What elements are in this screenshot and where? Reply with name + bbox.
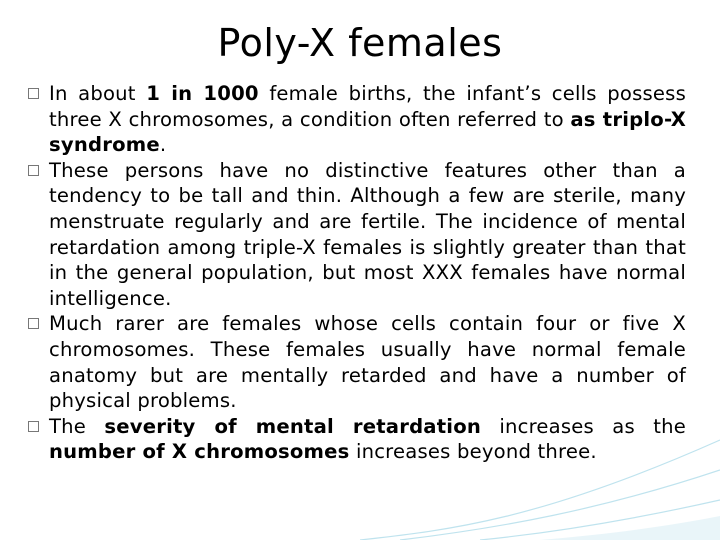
wave-line [480, 500, 720, 540]
square-bullet-icon [28, 318, 39, 329]
bullet-text-bold: number of X chromosomes [49, 440, 350, 464]
bullet-text-bold: 1 in 1000 [146, 82, 259, 105]
bullet-text: increases as the [481, 414, 686, 438]
bullet-text-bold: severity of mental retardation [104, 414, 482, 438]
bullet-text-bold: as triplo-X syndrome [49, 107, 686, 157]
bullet-text: Much rarer are females whose cells contain four or five X chromosomes. These females usually have normal female anatomy but are mentally retarded and have a number of physical problems. [49, 312, 686, 413]
bullet-text: increases beyond three. [349, 440, 597, 464]
wave-line [400, 470, 720, 540]
square-bullet-icon [28, 88, 39, 99]
bullet-text: . [159, 133, 167, 157]
wave-band [540, 516, 720, 540]
slide-title: Poly-X females [217, 21, 503, 65]
bullet-text: In about [49, 82, 147, 105]
square-bullet-icon [28, 165, 39, 176]
bullet-item [28, 81, 686, 158]
bullet-text: The [49, 414, 105, 438]
bullet-text: female births, the infant’s cells possess three X chromosomes, a condition often referred to [49, 82, 686, 131]
bullet-list [28, 81, 686, 465]
bullet-item [28, 311, 686, 413]
bullet-item [28, 158, 686, 312]
square-bullet-icon [28, 421, 39, 432]
bullet-text: These persons have no distinctive features other than a tendency to be tall and thin. Although a few are sterile, many menstruate regularly and are fertile. The incidence of mental retardation among triple-X females is slightly greater than that in the general population, but most XXX females have normal intelligence. [49, 158, 686, 310]
bullet-item [28, 414, 686, 465]
